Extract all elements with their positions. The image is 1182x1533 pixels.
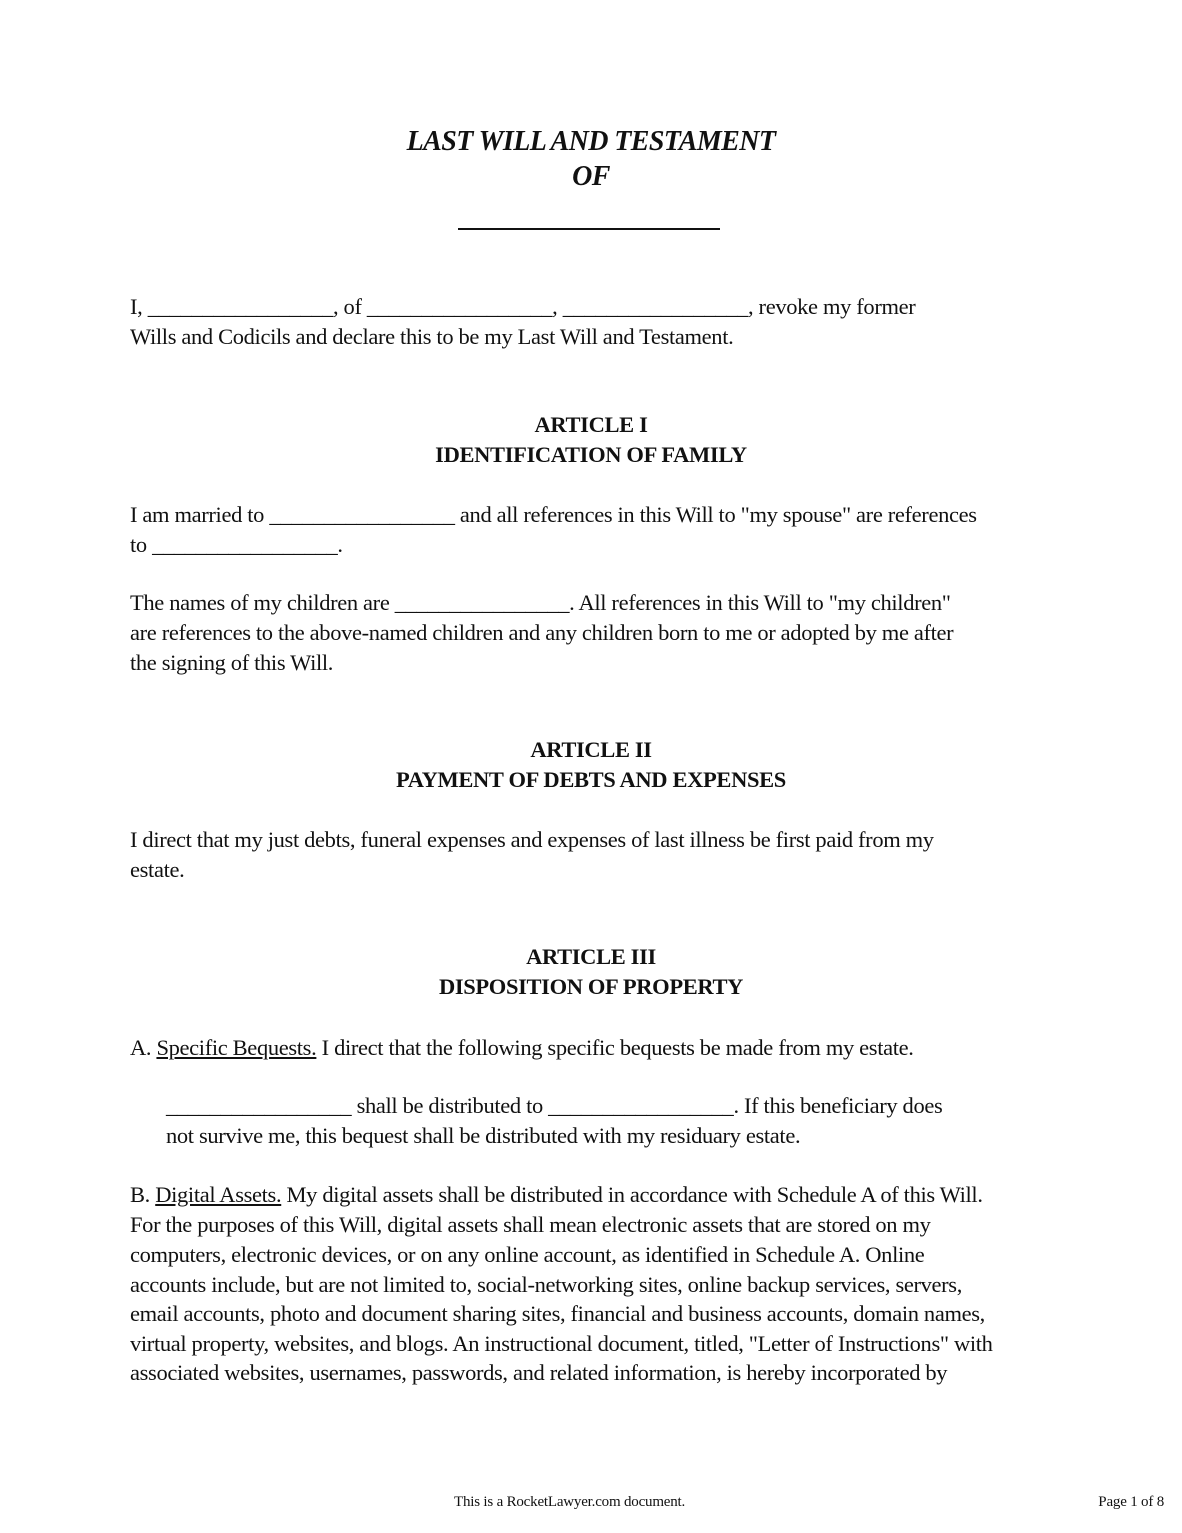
footer-source: This is a RocketLawyer.com document. [454, 1494, 686, 1510]
paragraph-line: I direct that my just debts, funeral expenses and expenses of last illness be first paid from my [130, 827, 934, 852]
article-heading: DISPOSITION OF PROPERTY [438, 974, 744, 999]
paragraph-line: the signing of this Will. [130, 650, 334, 675]
intro-line: Wills and Codicils and declare this to be my Last Will and Testament. [130, 324, 734, 349]
paragraph-line: email accounts, photo and document sharing sites, financial and business accounts, domain names, [130, 1301, 985, 1326]
article-number: ARTICLE I [534, 412, 648, 437]
intro-line: I, _________________, of _________________, _________________, revoke my former [130, 294, 916, 319]
paragraph-line: I am married to _________________ and all references in this Will to "my spouse" are references [130, 502, 977, 527]
clause-prefix: A. [130, 1035, 157, 1060]
paragraph-line: are references to the above-named children and any children born to me or adopted by me after [130, 620, 954, 645]
paragraph-line: virtual property, websites, and blogs. An instructional document, titled, "Letter of Instructions" with [130, 1331, 993, 1356]
article-number: ARTICLE II [530, 737, 652, 762]
bequest-line: _________________ shall be distributed to _________________. If this beneficiary does [166, 1093, 943, 1118]
paragraph-line: associated websites, usernames, passwords, and related information, is hereby incorporated by [130, 1360, 948, 1385]
paragraph-line: computers, electronic devices, or on any online account, as identified in Schedule A. Online [130, 1242, 925, 1267]
clause-label: Specific Bequests. [156, 1035, 317, 1060]
clause-label: Digital Assets. [155, 1182, 282, 1207]
document-title-of: OF [572, 161, 610, 192]
page-number: Page 1 of 8 [1098, 1494, 1164, 1510]
testator-name-blank [458, 228, 720, 230]
paragraph-line: accounts include, but are not limited to, social-networking sites, online backup services, servers, [130, 1272, 962, 1297]
paragraph-line: estate. [130, 857, 185, 882]
document-title: LAST WILL AND TESTAMENT [406, 126, 776, 157]
paragraph-line: to _________________. [130, 532, 343, 557]
clause-text: I direct that the following specific bequests be made from my estate. [316, 1035, 914, 1060]
article-number: ARTICLE III [526, 944, 656, 969]
bequest-line: not survive me, this bequest shall be distributed with my residuary estate. [166, 1123, 801, 1148]
digital-assets-clause [130, 1182, 983, 1208]
clause-text: My digital assets shall be distributed in accordance with Schedule A of this Will. [281, 1182, 983, 1207]
clause-prefix: B. [130, 1182, 156, 1207]
paragraph-line: For the purposes of this Will, digital assets shall mean electronic assets that are stored on my [130, 1212, 931, 1237]
article-heading: IDENTIFICATION OF FAMILY [435, 442, 747, 467]
paragraph-line: The names of my children are ________________. All references in this Will to "my children" [130, 590, 951, 615]
article-heading: PAYMENT OF DEBTS AND EXPENSES [396, 767, 786, 792]
specific-bequests-clause [130, 1035, 914, 1061]
